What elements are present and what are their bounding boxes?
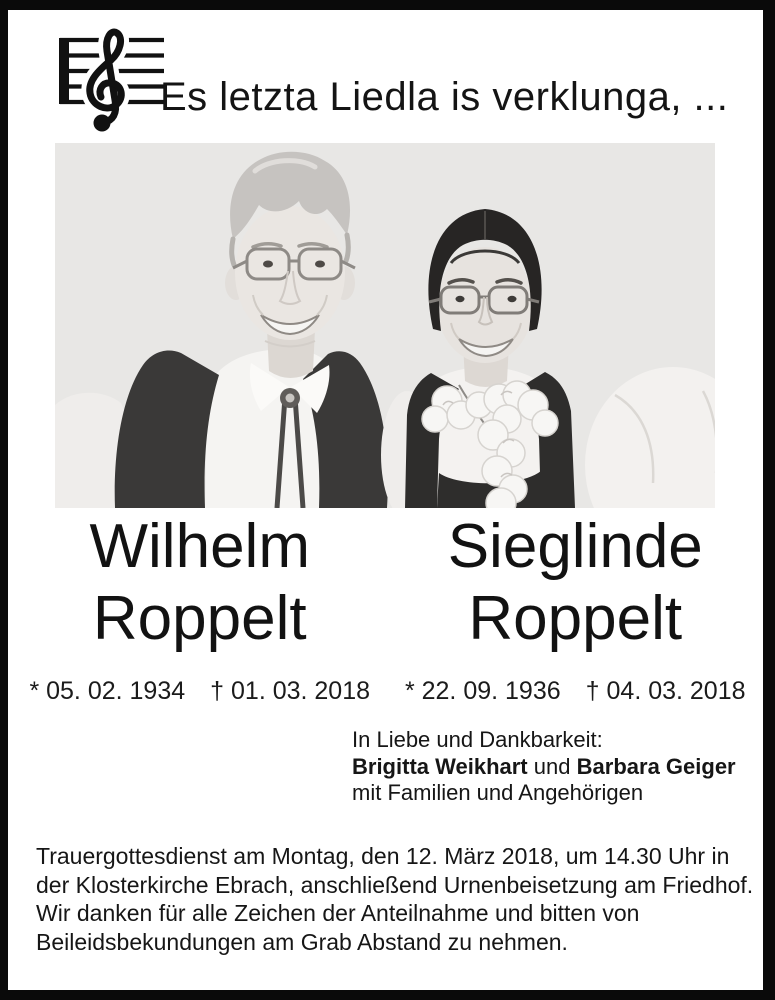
condolence-intro: In Liebe und Dankbarkeit: — [352, 727, 603, 752]
mourner-connector: und — [533, 753, 571, 779]
service-line: Trauergottesdienst am Montag, den 12. März 2018, um 14.30 Uhr in — [36, 843, 730, 869]
deceased-wilhelm — [12, 511, 388, 706]
mourner-name-2: Barbara Geiger — [576, 753, 736, 779]
deceased-last-name: Roppelt — [468, 584, 683, 653]
death-date: † 01. 03. 2018 — [210, 677, 371, 705]
deceased-sieglinde — [388, 511, 764, 706]
life-dates — [388, 676, 764, 706]
headline-text: Es letzta Liedla is verklunga, ... — [160, 75, 729, 119]
deceased-first-name: Sieglinde — [447, 512, 703, 581]
life-dates — [12, 676, 388, 706]
deceased-last-name: Roppelt — [92, 584, 307, 653]
birth-date: * 22. 09. 1936 — [404, 677, 561, 705]
service-info-section — [36, 842, 753, 956]
mourner-name-1: Brigitta Weikhart — [352, 753, 528, 779]
service-line: der Klosterkirche Ebrach, anschließend Urnenbeisetzung am Friedhof. — [36, 871, 754, 898]
service-line: Wir danken für alle Zeichen der Anteilnahme und bitten von — [36, 900, 640, 926]
treble-clef-icon — [56, 26, 168, 132]
mourners-section — [352, 727, 736, 807]
deceased-section — [12, 511, 763, 706]
service-line: Beileidsbekundungen am Grab Abstand zu nehmen. — [36, 928, 568, 955]
condolence-suffix: mit Familien und Angehörigen — [352, 780, 644, 805]
death-date: † 04. 03. 2018 — [585, 677, 746, 705]
birth-date: * 05. 02. 1934 — [29, 677, 186, 705]
couple-photo — [55, 143, 715, 508]
mourners-line — [352, 754, 736, 781]
deceased-first-name: Wilhelm — [89, 512, 310, 581]
